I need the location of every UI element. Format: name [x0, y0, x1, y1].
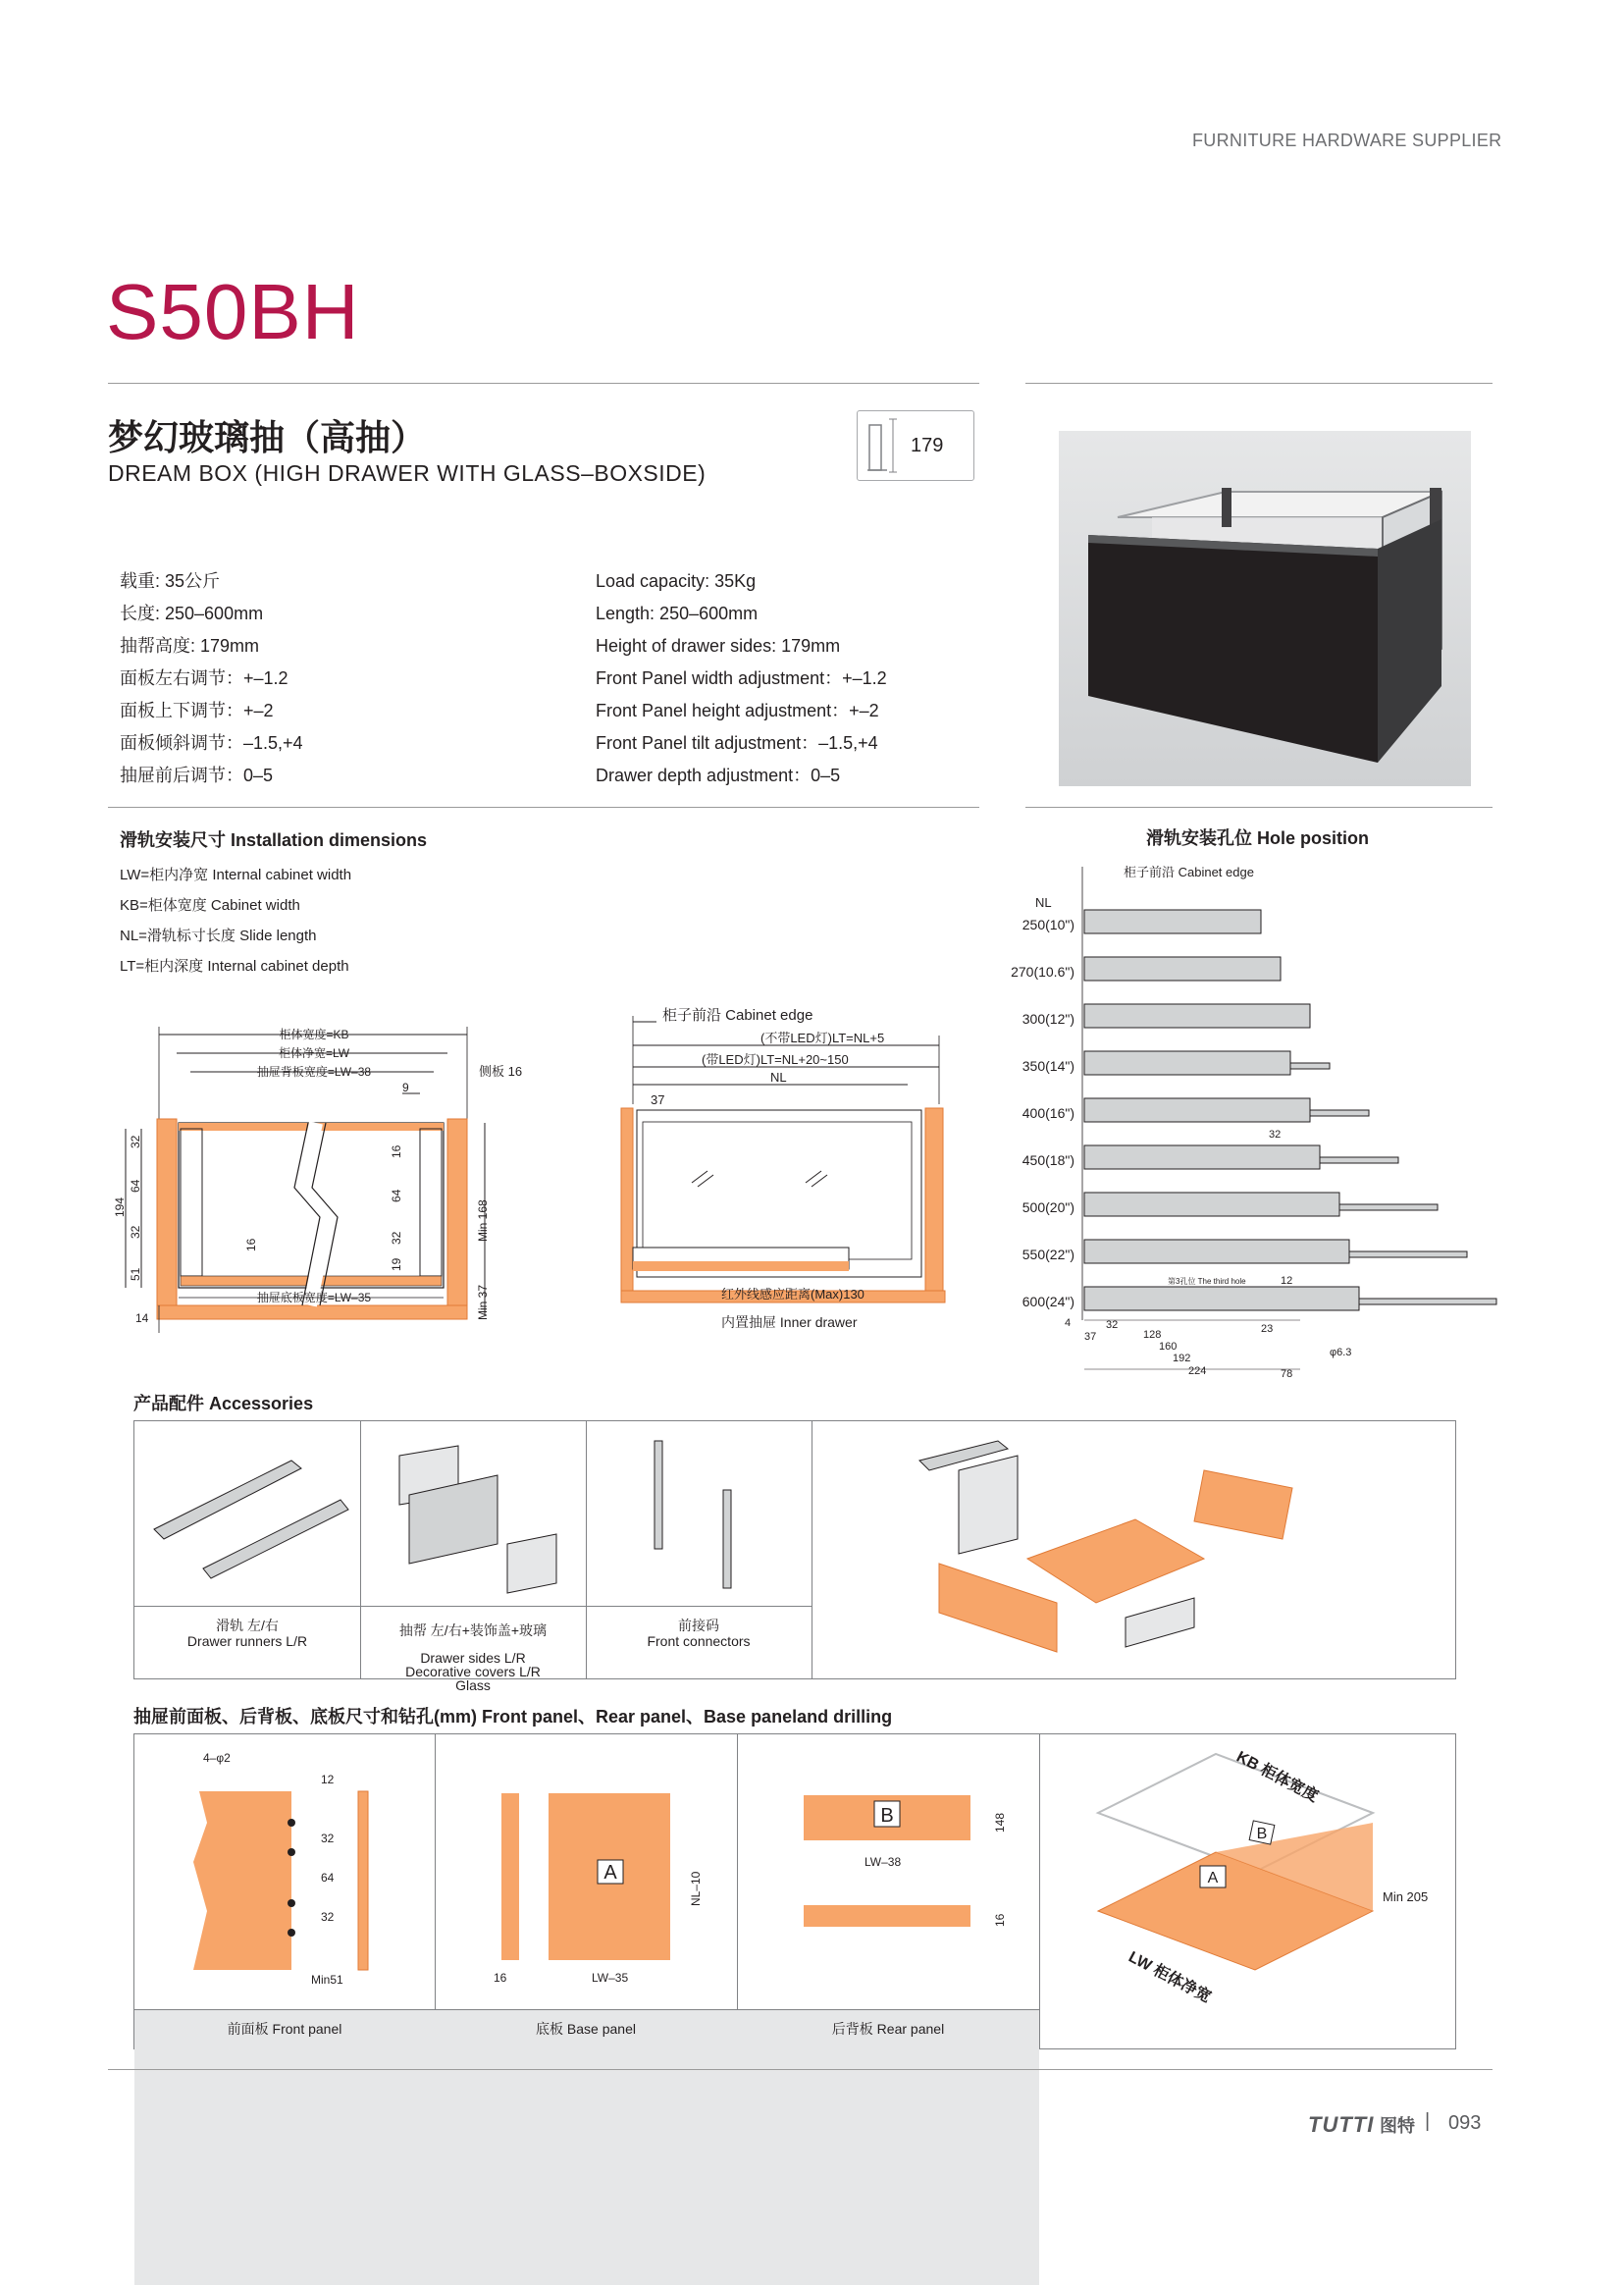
front-panel-label: 前面板 Front panel [227, 2021, 342, 2037]
base-lw: LW–35 [592, 1971, 629, 1985]
front-phi: 4–φ2 [203, 1751, 231, 1765]
spec-cn-length: 长度: 250–600mm [120, 604, 264, 623]
legend-lt: LT=柜内深度 Internal cabinet depth [120, 958, 349, 975]
base-sixteen: 16 [494, 1971, 507, 1985]
spec-cn-load: 载重: 35公斤 [120, 571, 221, 591]
iso-a: A [1207, 1870, 1219, 1886]
slide-size-250: 250(10") [1022, 917, 1074, 932]
slide-size-270: 270(10.6") [1011, 964, 1074, 980]
drawer-runners-image [144, 1441, 350, 1588]
specs-cn [120, 565, 303, 792]
iso-lw: LW 柜体净宽 [1126, 1948, 1214, 2006]
hole-position-diagram [996, 859, 1496, 1389]
acc-runners-cn: 滑轨 左/右 [216, 1618, 279, 1633]
side-nl: NL [770, 1070, 787, 1085]
hole-dim-12: 12 [1281, 1275, 1293, 1287]
isometric-assembly-drawing [1039, 1734, 1455, 2048]
slide-size-300: 300(12") [1022, 1011, 1074, 1027]
base-letter: A [603, 1862, 617, 1884]
iso-b: B [1256, 1826, 1268, 1842]
front-panel-drawing [134, 1734, 435, 2009]
supplier-tagline: FURNITURE HARDWARE SUPPLIER [1192, 131, 1502, 150]
page-number: 093 [1448, 2112, 1482, 2134]
legend-kb: KB=柜体宽度 Cabinet width [120, 897, 300, 914]
side-lt-led: (带LED灯)LT=NL+20~150 [702, 1052, 849, 1067]
acc-connectors-cn: 前接码 [678, 1618, 719, 1633]
dim-base: 抽屉底板宽度=LW–35 [256, 1291, 372, 1304]
installation-title: 滑轨安装尺寸 Installation dimensions [120, 830, 428, 850]
divider-bottom [108, 2069, 1493, 2070]
spec-en-depth-adj: Drawer depth adjustment：0–5 [596, 766, 841, 785]
product-model: S50BH [106, 268, 360, 355]
slide-size-400: 400(16") [1022, 1105, 1074, 1121]
dim-min168: Min 168 [476, 1199, 490, 1242]
dim-32-right: 32 [390, 1231, 403, 1245]
spec-cn-side-height: 抽帮高度: 179mm [120, 636, 260, 656]
hole-dim-128: 128 [1143, 1329, 1162, 1341]
hole-nl-label: NL [1035, 895, 1052, 910]
product-photo [1059, 431, 1471, 786]
spec-en-height-adj: Front Panel height adjustment：+–2 [596, 701, 879, 720]
rear-sixteen: 16 [993, 1913, 1007, 1927]
side-sensor: 红外线感应距离(Max)130 [721, 1287, 864, 1302]
slide-size-550: 550(22") [1022, 1247, 1074, 1262]
dim-194: 194 [113, 1196, 127, 1217]
footer-separator: | [1425, 2110, 1431, 2132]
side-height-badge [857, 410, 974, 481]
specs-en [596, 565, 887, 792]
front-d32a: 32 [321, 1832, 335, 1845]
hole-dim-23: 23 [1261, 1323, 1274, 1335]
hole-dim-32b: 32 [1106, 1319, 1119, 1331]
dim-16-right: 16 [390, 1144, 403, 1158]
rear-h148: 148 [993, 1812, 1007, 1833]
spec-cn-depth-adj: 抽屉前后调节：0–5 [120, 766, 274, 785]
hole-dim-78: 78 [1281, 1368, 1293, 1380]
installation-legend [120, 860, 351, 982]
hole-dim-phi: φ6.3 [1330, 1347, 1352, 1358]
base-nl: NL–10 [689, 1871, 703, 1906]
accessories-table [133, 1420, 1456, 1693]
dim-min37: Min 37 [476, 1284, 490, 1320]
hole-dim-37: 37 [1084, 1331, 1097, 1343]
front-d64: 64 [321, 1871, 335, 1885]
divider-mid-left [108, 807, 979, 808]
dim-lw: 柜体净宽=LW [278, 1046, 350, 1060]
product-title-cn: 梦幻玻璃抽（高抽） [108, 417, 427, 457]
rear-panel-drawing [737, 1734, 1039, 2009]
side-view-diagram [613, 1006, 976, 1340]
third-hole-label: 第3孔位 The third hole [1168, 1277, 1246, 1286]
brand-logo: TUTTI [1308, 2112, 1375, 2137]
acc-runners-en: Drawer runners L/R [186, 1633, 308, 1649]
acc-connectors-en: Front connectors [647, 1633, 751, 1649]
panels-title: 抽屉前面板、后背板、底板尺寸和钻孔(mm) Front panel、Rear panel、Base paneland drilling [133, 1707, 893, 1727]
panels-table [133, 1733, 1456, 2049]
dim-32a: 32 [129, 1135, 142, 1148]
side-height-value: 179 [911, 435, 944, 456]
rear-panel-label: 后背板 Rear panel [831, 2021, 945, 2037]
dim-kb: 柜体宽度=KB [279, 1028, 349, 1041]
front-connectors-image [596, 1431, 802, 1598]
dim-rear: 抽屉背板宽度=LW–38 [256, 1065, 372, 1079]
acc-sides-cn: 抽帮 左/右+装饰盖+玻璃 [398, 1622, 548, 1638]
spec-cn-width-adj: 面板左右调节：+–1.2 [120, 668, 288, 688]
brand-logo-cn: 图特 [1380, 2116, 1415, 2136]
dim-fourteen: 14 [135, 1311, 149, 1325]
accessories-title: 产品配件 Accessories [133, 1394, 314, 1413]
side-37: 37 [651, 1092, 665, 1107]
side-edge-label: 柜子前沿 Cabinet edge [662, 1007, 813, 1024]
slide-size-500: 500(20") [1022, 1199, 1074, 1215]
slide-size-450: 450(18") [1022, 1152, 1074, 1168]
slide-size-600: 600(24") [1022, 1294, 1074, 1309]
hole-dim-192: 192 [1173, 1353, 1191, 1364]
rear-letter: B [880, 1805, 894, 1827]
drawer-illustration [1059, 431, 1471, 786]
dim-16-mid: 16 [244, 1238, 258, 1251]
hole-edge-label: 柜子前沿 Cabinet edge [1124, 865, 1254, 879]
dim-51: 51 [129, 1267, 142, 1281]
base-panel-drawing [435, 1734, 737, 2009]
dim-64-right: 64 [390, 1189, 403, 1202]
divider-top-right [1025, 383, 1493, 384]
product-title-en: DREAM BOX (HIGH DRAWER WITH GLASS–BOXSIDE) [108, 460, 707, 486]
divider-top-left [108, 383, 979, 384]
dim-nine: 9 [402, 1081, 409, 1094]
hole-dim-224: 224 [1188, 1365, 1207, 1377]
dim-side: 侧板 16 [479, 1064, 523, 1079]
slide-size-350: 350(14") [1022, 1058, 1074, 1074]
spec-cn-tilt-adj: 面板倾斜调节：–1.5,+4 [120, 733, 303, 753]
front-min51: Min51 [311, 1973, 343, 1987]
drawer-sides-image [370, 1436, 576, 1598]
rear-lw: LW–38 [864, 1855, 902, 1869]
base-panel-label: 底板 Base panel [536, 2021, 636, 2037]
hole-dim-32: 32 [1269, 1129, 1282, 1141]
divider-mid-right [1025, 807, 1493, 808]
legend-lw: LW=柜内净宽 Internal cabinet width [120, 867, 352, 883]
exploded-assembly-image [880, 1431, 1390, 1667]
spec-en-width-adj: Front Panel width adjustment：+–1.2 [596, 668, 887, 688]
spec-en-load: Load capacity: 35Kg [596, 571, 757, 591]
iso-min205: Min 205 [1383, 1889, 1429, 1904]
front-d12: 12 [321, 1773, 335, 1786]
dim-64a: 64 [129, 1179, 142, 1193]
hole-position-title: 滑轨安装孔位 Hole position [1146, 828, 1369, 848]
acc-sides-en: Drawer sides L/R Decorative covers L/R Glass [405, 1650, 541, 1693]
hole-dim-4: 4 [1065, 1317, 1072, 1329]
spec-en-side-height: Height of drawer sides: 179mm [596, 636, 841, 656]
dim-32b: 32 [129, 1225, 142, 1239]
side-inner: 内置抽屉 Inner drawer [721, 1314, 858, 1330]
slide-rows [1084, 910, 1496, 1310]
iso-kb: KB 柜体宽度 [1233, 1748, 1321, 1806]
spec-en-tilt-adj: Front Panel tilt adjustment：–1.5,+4 [596, 733, 878, 753]
spec-cn-height-adj: 面板上下调节：+–2 [120, 701, 274, 720]
hole-dim-160: 160 [1159, 1341, 1178, 1353]
front-d32b: 32 [321, 1910, 335, 1924]
front-view-diagram [108, 1021, 559, 1335]
side-lt-noled: (不带LED灯)LT=NL+5 [760, 1031, 885, 1045]
spec-en-length: Length: 250–600mm [596, 604, 759, 623]
dim-19-right: 19 [390, 1257, 403, 1271]
legend-nl: NL=滑轨标寸长度 Slide length [120, 928, 317, 944]
